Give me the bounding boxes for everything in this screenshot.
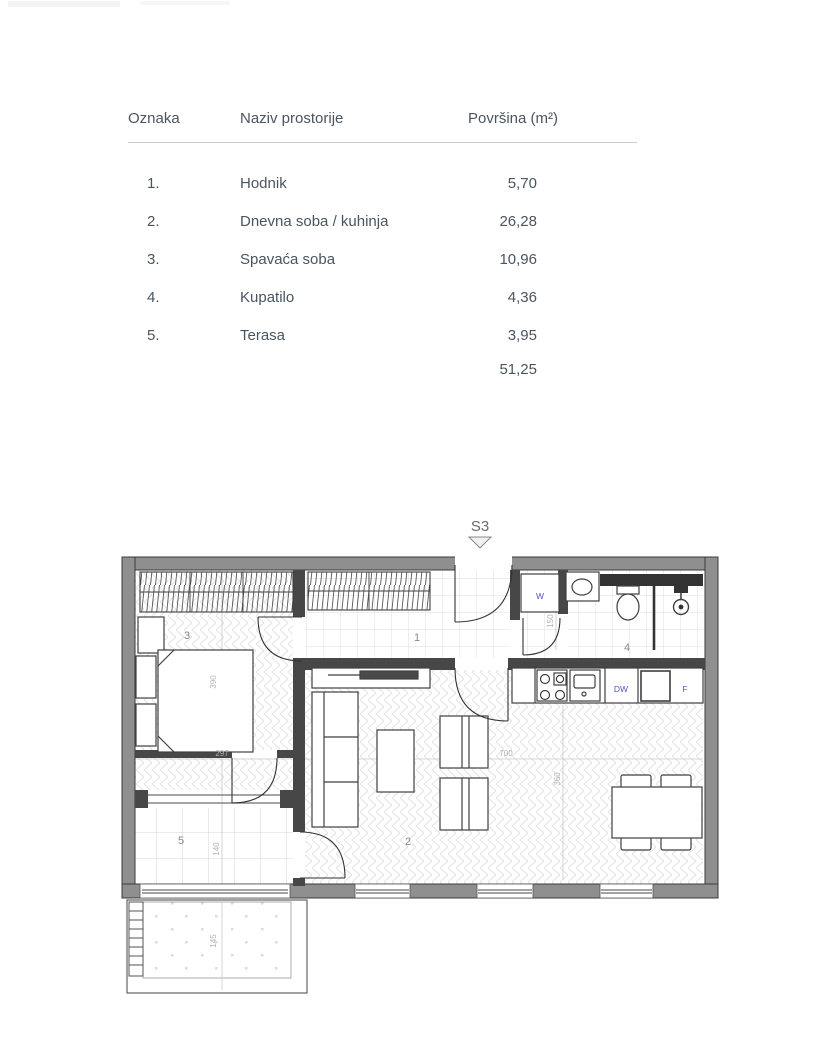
header-naziv: Naziv prostorije [240, 110, 344, 127]
window [477, 884, 533, 898]
chair [661, 775, 691, 788]
row-name: Dnevna soba / kuhinja [240, 213, 389, 230]
kitchen [512, 668, 703, 703]
window [355, 884, 410, 898]
row-area: 10,96 [499, 251, 537, 268]
bath-wall-unit [600, 574, 703, 586]
bedroom-nook-floor [135, 758, 293, 790]
dim-700: 700 [499, 749, 513, 758]
entrance-opening [455, 556, 512, 572]
dim-390: 390 [209, 675, 218, 689]
row-name: Spavaća soba [240, 251, 336, 268]
row-number: 5. [147, 327, 160, 344]
stove [537, 670, 567, 701]
row-name: Kupatilo [240, 289, 295, 306]
dim-145: 145 [209, 934, 218, 948]
dim-150: 150 [546, 614, 555, 628]
label-hallway: 1 [414, 632, 421, 644]
header-povrsina: Površina (m²) [468, 110, 559, 127]
window [600, 884, 653, 898]
chair [621, 837, 651, 850]
armchair [440, 716, 488, 768]
bed [158, 650, 253, 752]
label-bedroom: 3 [184, 630, 191, 642]
dining-table [612, 787, 702, 838]
label-fridge: F [682, 684, 688, 694]
coffee-table [377, 730, 414, 792]
dim-140: 140 [212, 842, 221, 856]
entrance-arrow-icon [469, 537, 491, 548]
row-number: 4. [147, 289, 160, 306]
chair [621, 775, 651, 788]
row-number: 2. [147, 213, 160, 230]
toilet [617, 594, 639, 620]
row-number: 3. [147, 251, 160, 268]
row-area: 3,95 [507, 327, 537, 344]
kitchen-sink [570, 670, 600, 701]
row-area: 26,28 [499, 213, 537, 230]
row-area: 4,36 [507, 289, 537, 306]
fridge [641, 671, 670, 701]
armchair [440, 778, 488, 830]
nightstand [136, 656, 156, 698]
toilet-tank [617, 586, 639, 594]
section-label: S3 [470, 518, 490, 535]
terrace-window [140, 884, 290, 898]
total-area: 51,25 [499, 361, 537, 378]
row-name: Terasa [240, 327, 286, 344]
row-number: 1. [147, 175, 160, 192]
entrance-marker [469, 518, 491, 548]
header-oznaka: Oznaka [128, 110, 180, 127]
label-terrace: 5 [178, 835, 185, 847]
chair [661, 837, 691, 850]
row-name: Hodnik [240, 175, 287, 192]
nightstand [136, 704, 156, 746]
wardrobes [140, 572, 430, 612]
label-bathroom: 4 [624, 642, 631, 654]
label-dishwasher: DW [613, 684, 629, 694]
label-washer: W [535, 591, 545, 601]
label-living: 2 [405, 836, 412, 848]
dresser [138, 617, 164, 653]
row-area: 5,70 [507, 175, 537, 192]
dim-297: 297 [215, 749, 229, 758]
dim-360: 360 [553, 772, 562, 786]
sofa [312, 692, 358, 827]
patio-steps [129, 902, 143, 976]
tv [360, 671, 418, 679]
